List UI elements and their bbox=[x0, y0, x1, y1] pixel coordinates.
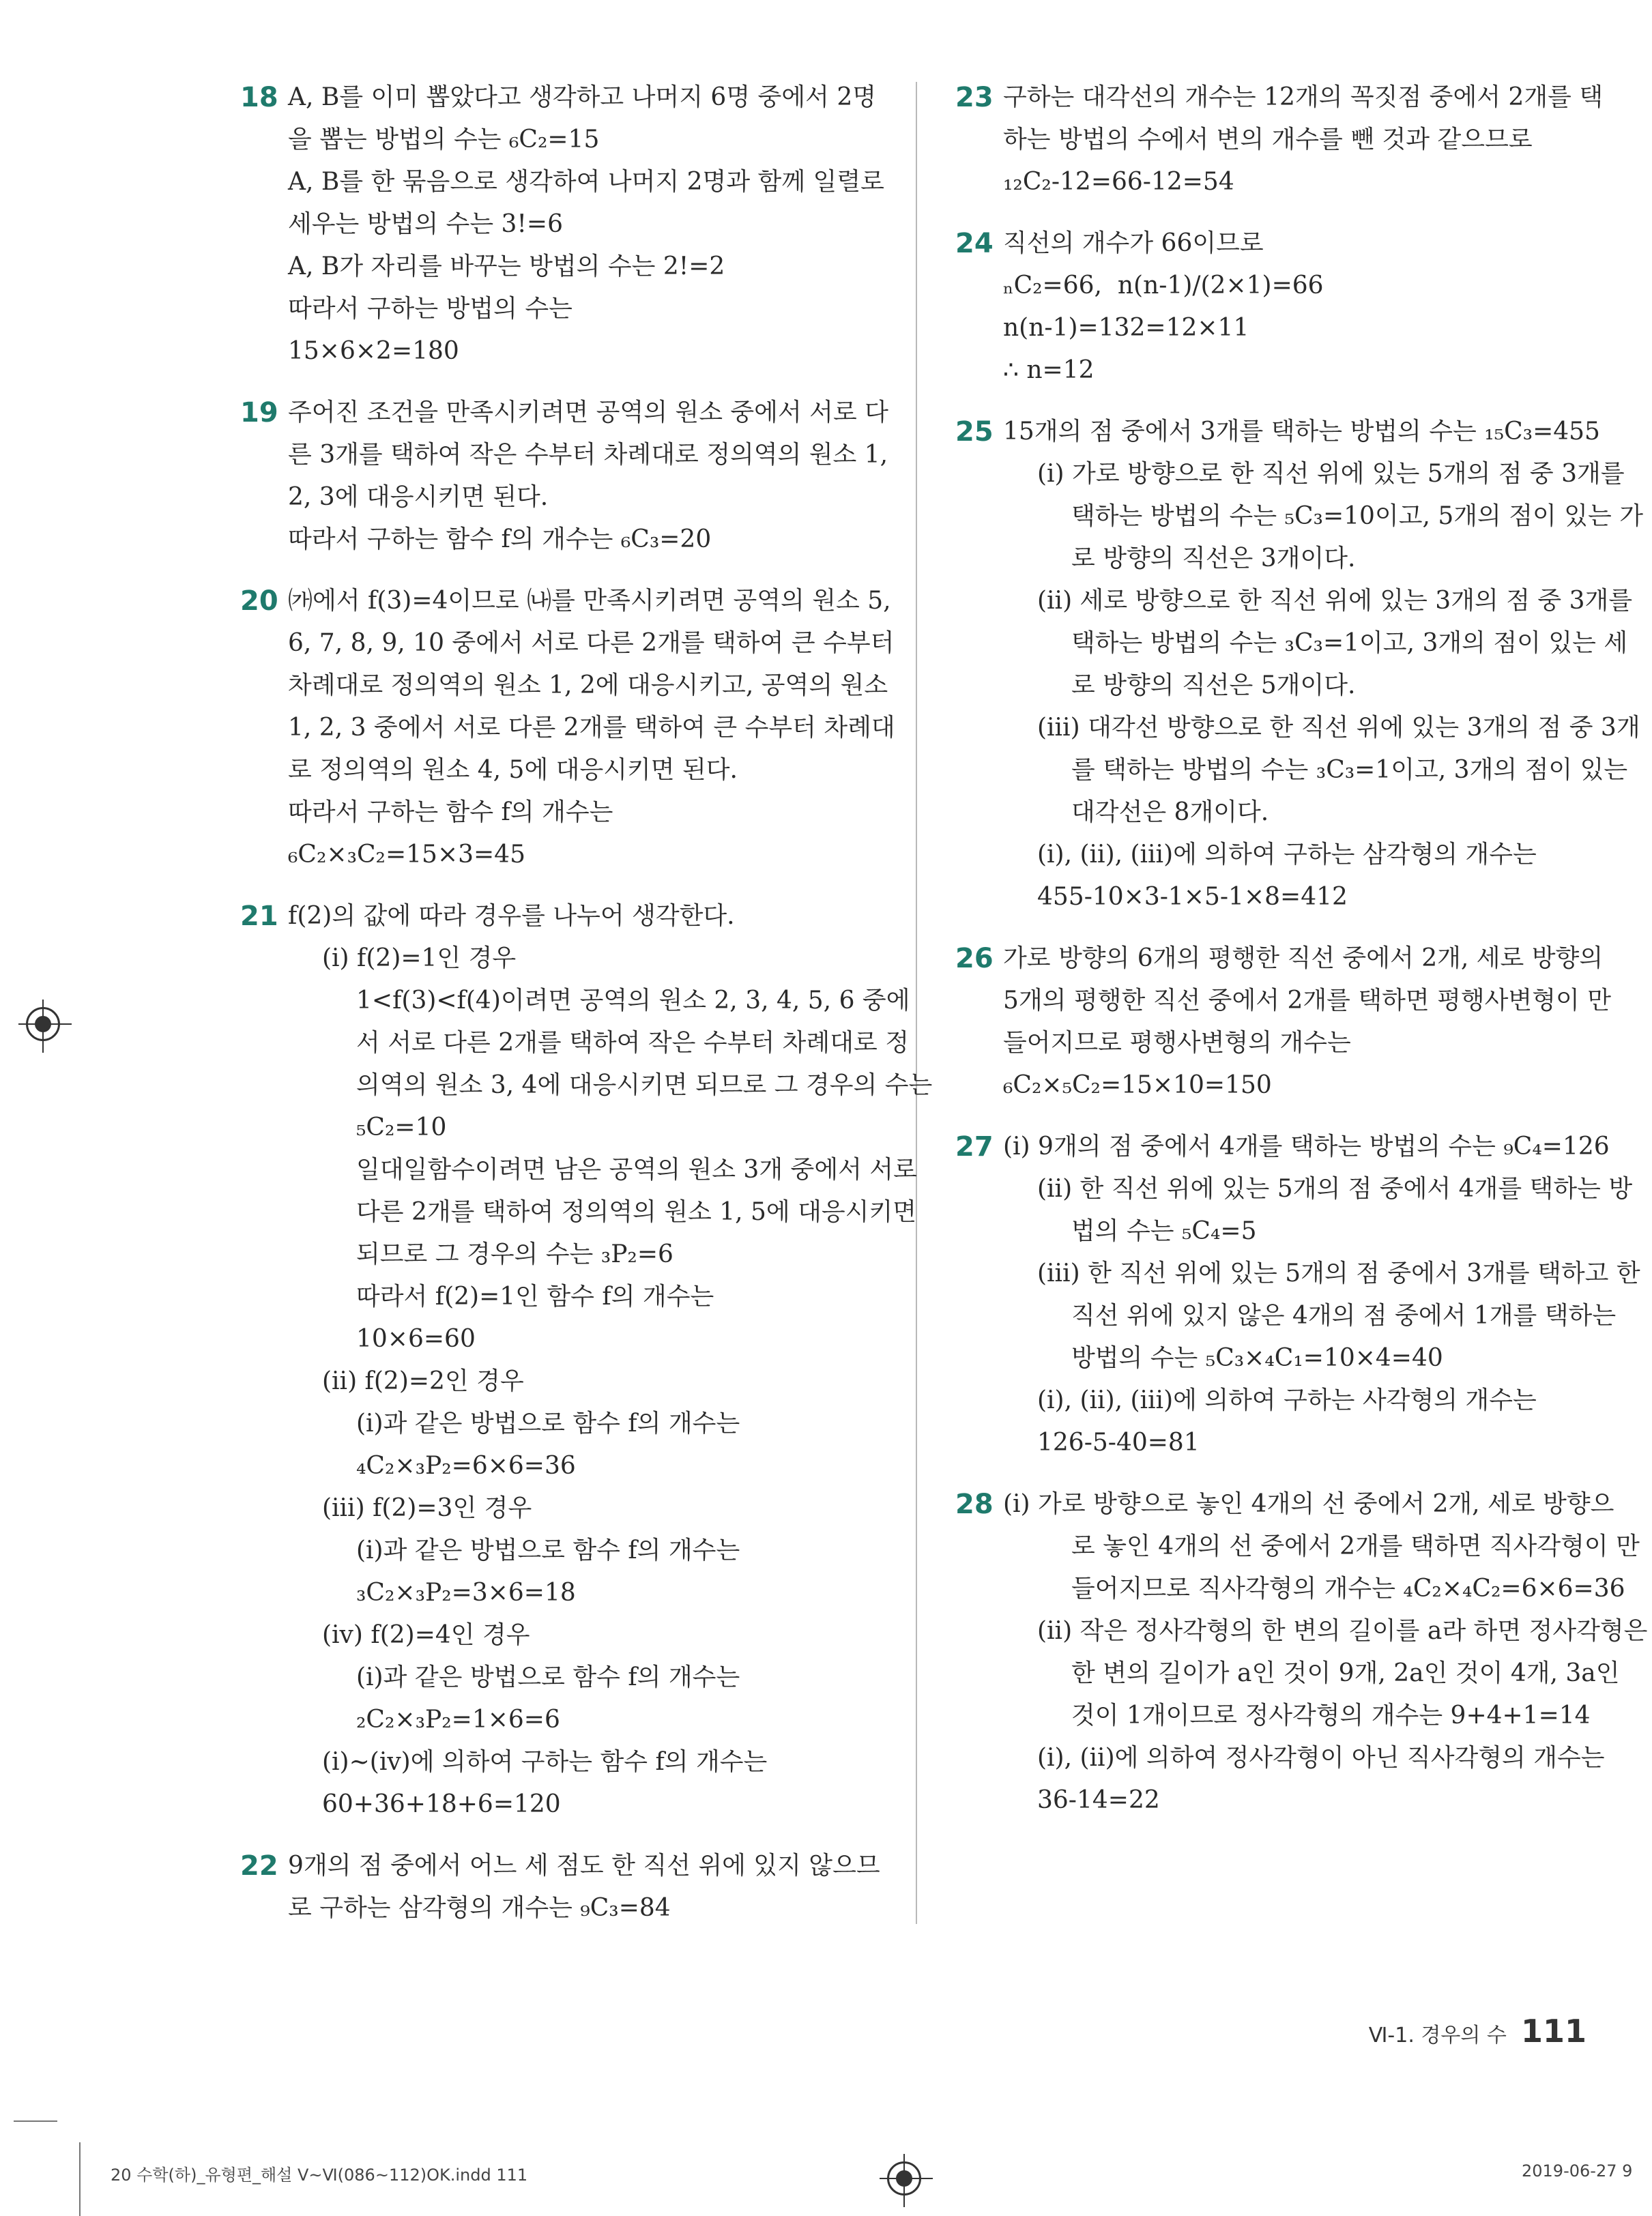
solution-line: 126-5-40=81 bbox=[1037, 1429, 1200, 1457]
solution-line: 주어진 조건을 만족시키려면 공역의 원소 중에서 서로 다 bbox=[288, 398, 888, 426]
solution-line: 를 택하는 방법의 수는 ₃C₃=1이고, 3개의 점이 있는 bbox=[1071, 756, 1628, 784]
solution-line: 455-10×3-1×5-1×8=412 bbox=[1037, 883, 1348, 911]
solution-line: 따라서 구하는 방법의 수는 bbox=[288, 295, 573, 323]
solution-line: 일대일함수이려면 남은 공역의 원소 3개 중에서 서로 bbox=[356, 1156, 917, 1184]
solution-line: 서 서로 다른 2개를 택하여 작은 수부터 차례대로 정 bbox=[356, 1029, 909, 1057]
solution-line: 직선의 개수가 66이므로 bbox=[1003, 229, 1264, 257]
solution-23 bbox=[955, 76, 1604, 203]
solution-line: 로 놓인 4개의 선 중에서 2개를 택하면 직사각형이 만 bbox=[1071, 1532, 1640, 1560]
solution-line: 구하는 대각선의 개수는 12개의 꼭짓점 중에서 2개를 택 bbox=[1003, 83, 1604, 111]
registration-mark-icon bbox=[26, 1007, 60, 1041]
solution-line: (ⅲ) 한 직선 위에 있는 5개의 점 중에서 3개를 택하고 한 bbox=[1037, 1259, 1640, 1287]
solution-line: (ⅰ), (ⅱ)에 의하여 정사각형이 아닌 직사각형의 개수는 bbox=[1037, 1744, 1605, 1772]
problem-number: 26 bbox=[955, 943, 994, 974]
solution-line: 5개의 평행한 직선 중에서 2개를 택하면 평행사변형이 만 bbox=[1003, 987, 1611, 1015]
page-footer bbox=[1369, 2013, 1586, 2050]
solution-line: 15개의 점 중에서 3개를 택하는 방법의 수는 ₁₅C₃=455 bbox=[1003, 418, 1600, 446]
solution-18 bbox=[240, 76, 884, 373]
solution-line: ₆C₂×₃C₂=15×3=45 bbox=[288, 841, 525, 869]
solution-line: 택하는 방법의 수는 ₃C₃=1이고, 3개의 점이 있는 세 bbox=[1071, 629, 1628, 657]
registration-mark-icon bbox=[887, 2161, 921, 2196]
solution-line: ∴ n=12 bbox=[1003, 356, 1095, 384]
solution-line: 2, 3에 대응시키면 된다. bbox=[288, 483, 549, 511]
solution-line: 하는 방법의 수에서 변의 개수를 뺀 것과 같으므로 bbox=[1003, 126, 1533, 154]
problem-number: 18 bbox=[240, 82, 278, 113]
solution-line: ₁₂C₂-12=66-12=54 bbox=[1003, 168, 1234, 196]
solution-line: 따라서 f(2)=1인 함수 f의 개수는 bbox=[356, 1283, 714, 1311]
solution-line: ₅C₂=10 bbox=[356, 1113, 447, 1141]
solution-line: 1<f(3)<f(4)이려면 공역의 원소 2, 3, 4, 5, 6 중에 bbox=[356, 987, 910, 1015]
solution-line: 대각선은 8개이다. bbox=[1071, 798, 1269, 826]
solution-line: ₂C₂×₃P₂=1×6=6 bbox=[356, 1706, 560, 1734]
crop-mark-vertical bbox=[79, 2142, 81, 2216]
solution-line: ㈎에서 f(3)=4이므로 ㈏를 만족시키려면 공역의 원소 5, bbox=[288, 587, 891, 615]
solution-line: 세우는 방법의 수는 3!=6 bbox=[288, 210, 563, 238]
solution-line: (ⅲ) f(2)=3인 경우 bbox=[322, 1494, 532, 1522]
solution-line: f(2)의 값에 따라 경우를 나누어 생각한다. bbox=[288, 902, 735, 930]
solution-line: 9개의 점 중에서 어느 세 점도 한 직선 위에 있지 않으므 bbox=[288, 1852, 880, 1880]
problem-number: 19 bbox=[240, 397, 278, 428]
solution-line: (ⅰ)과 같은 방법으로 함수 f의 개수는 bbox=[356, 1663, 740, 1691]
solution-line: (ⅰ) 가로 방향으로 한 직선 위에 있는 5개의 점 중 3개를 bbox=[1037, 460, 1625, 488]
right-column bbox=[955, 76, 1648, 1841]
solution-line: ₃C₂×₃P₂=3×6=18 bbox=[356, 1579, 576, 1607]
solution-line: (ⅰ) 가로 방향으로 놓인 4개의 선 중에서 2개, 세로 방향으 bbox=[1003, 1490, 1614, 1518]
solution-line: 36-14=22 bbox=[1037, 1786, 1160, 1814]
solution-26 bbox=[955, 937, 1611, 1107]
solution-line: 따라서 구하는 함수 f의 개수는 ₆C₃=20 bbox=[288, 525, 712, 553]
solution-line: ₆C₂×₅C₂=15×10=150 bbox=[1003, 1071, 1272, 1099]
solution-20 bbox=[240, 580, 895, 876]
solution-line: ₙC₂=66, n(n-1)/(2×1)=66 bbox=[1003, 272, 1324, 300]
problem-number: 25 bbox=[955, 416, 994, 448]
section-label: Ⅵ-1. 경우의 수 bbox=[1368, 2024, 1507, 2047]
solution-line: 로 정의역의 원소 4, 5에 대응시키면 된다. bbox=[288, 756, 738, 784]
solution-line: 의역의 원소 3, 4에 대응시키면 되므로 그 경우의 수는 bbox=[356, 1071, 933, 1099]
problem-number: 24 bbox=[955, 228, 994, 259]
solution-line: 로 구하는 삼각형의 개수는 ₉C₃=84 bbox=[288, 1894, 671, 1922]
solution-24 bbox=[955, 222, 1590, 392]
solution-line: 1, 2, 3 중에서 서로 다른 2개를 택하여 큰 수부터 차례대 bbox=[288, 714, 895, 742]
solution-line: (ⅰ)과 같은 방법으로 함수 f의 개수는 bbox=[356, 1536, 740, 1564]
solution-line: 을 뽑는 방법의 수는 ₆C₂=15 bbox=[288, 126, 600, 154]
solution-line: (ⅱ) 작은 정사각형의 한 변의 길이를 a라 하면 정사각형은 bbox=[1037, 1617, 1648, 1645]
solution-line: (ⅰ) f(2)=1인 경우 bbox=[322, 944, 517, 972]
solution-line: A, B를 이미 뽑았다고 생각하고 나머지 6명 중에서 2명 bbox=[288, 83, 876, 111]
problem-number: 21 bbox=[240, 901, 278, 932]
problem-number: 28 bbox=[955, 1489, 994, 1520]
solution-line: n(n-1)=132=12×11 bbox=[1003, 314, 1249, 342]
left-column bbox=[240, 76, 933, 1949]
solution-28 bbox=[955, 1483, 1648, 1822]
solution-line: A, B가 자리를 바꾸는 방법의 수는 2!=2 bbox=[288, 252, 725, 280]
solution-21 bbox=[240, 895, 933, 1826]
solution-line: 들어지므로 평행사변형의 개수는 bbox=[1003, 1029, 1351, 1057]
solution-line: 차례대로 정의역의 원소 1, 2에 대응시키고, 공역의 원소 bbox=[288, 671, 888, 699]
page-number: 111 bbox=[1520, 2013, 1586, 2050]
column-divider bbox=[916, 82, 917, 1924]
print-file-name: 20 수학(하)_유형편_해설 Ⅴ~Ⅵ(086~112)OK.indd 111 bbox=[111, 2166, 528, 2185]
solution-line: 다른 2개를 택하여 정의역의 원소 1, 5에 대응시키면 bbox=[356, 1198, 917, 1226]
solution-line: 른 3개를 택하여 작은 수부터 차례대로 정의역의 원소 1, bbox=[288, 441, 888, 469]
solution-line: (ⅰ)과 같은 방법으로 함수 f의 개수는 bbox=[356, 1410, 740, 1438]
solution-line: 따라서 구하는 함수 f의 개수는 bbox=[288, 798, 613, 826]
solution-line: (ⅱ) 한 직선 위에 있는 5개의 점 중에서 4개를 택하는 방 bbox=[1037, 1175, 1633, 1203]
solution-line: 직선 위에 있지 않은 4개의 점 중에서 1개를 택하는 bbox=[1071, 1302, 1617, 1330]
solution-line: 방법의 수는 ₅C₃×₄C₁=10×4=40 bbox=[1071, 1344, 1443, 1372]
solution-line: 로 방향의 직선은 3개이다. bbox=[1071, 544, 1356, 572]
print-date: 2019-06-27 9 bbox=[1522, 2161, 1633, 2181]
solution-line: (ⅰ) 9개의 점 중에서 4개를 택하는 방법의 수는 ₉C₄=126 bbox=[1003, 1133, 1610, 1161]
problem-number: 23 bbox=[955, 82, 994, 113]
solution-line: 들어지므로 직사각형의 개수는 ₄C₂×₄C₂=6×6=36 bbox=[1071, 1575, 1625, 1603]
solution-line: (ⅰ)~(ⅳ)에 의하여 구하는 함수 f의 개수는 bbox=[322, 1748, 768, 1776]
solution-line: (ⅱ) f(2)=2인 경우 bbox=[322, 1367, 524, 1395]
solution-line: 10×6=60 bbox=[356, 1325, 476, 1353]
solution-line: 되므로 그 경우의 수는 ₃P₂=6 bbox=[356, 1240, 673, 1268]
solution-line: 한 변의 길이가 a인 것이 9개, 2a인 것이 4개, 3a인 bbox=[1071, 1659, 1620, 1687]
solution-line: 택하는 방법의 수는 ₅C₃=10이고, 5개의 점이 있는 가 bbox=[1071, 502, 1644, 530]
solution-line: (ⅰ), (ⅱ), (ⅲ)에 의하여 구하는 삼각형의 개수는 bbox=[1037, 841, 1537, 869]
solution-line: 60+36+18+6=120 bbox=[322, 1790, 561, 1818]
solution-line: (ⅲ) 대각선 방향으로 한 직선 위에 있는 3개의 점 중 3개 bbox=[1037, 714, 1640, 742]
problem-number: 22 bbox=[240, 1850, 278, 1882]
problem-number: 27 bbox=[955, 1131, 994, 1163]
solution-line: 법의 수는 ₅C₄=5 bbox=[1071, 1217, 1257, 1245]
solution-line: 로 방향의 직선은 5개이다. bbox=[1071, 671, 1356, 699]
crop-mark-horizontal bbox=[14, 2120, 57, 2122]
solution-line: A, B를 한 묶음으로 생각하여 나머지 2명과 함께 일렬로 bbox=[288, 168, 884, 196]
solution-line: (ⅰ), (ⅱ), (ⅲ)에 의하여 구하는 사각형의 개수는 bbox=[1037, 1386, 1537, 1414]
solution-25 bbox=[955, 411, 1644, 918]
solution-line: (ⅱ) 세로 방향으로 한 직선 위에 있는 3개의 점 중 3개를 bbox=[1037, 587, 1633, 615]
solution-27 bbox=[955, 1126, 1640, 1464]
solution-line: 6, 7, 8, 9, 10 중에서 서로 다른 2개를 택하여 큰 수부터 bbox=[288, 629, 895, 657]
problem-number: 20 bbox=[240, 585, 278, 617]
solution-line: 15×6×2=180 bbox=[288, 337, 459, 365]
solution-line: 가로 방향의 6개의 평행한 직선 중에서 2개, 세로 방향의 bbox=[1003, 944, 1604, 972]
solution-22 bbox=[240, 1845, 880, 1929]
solution-line: (ⅳ) f(2)=4인 경우 bbox=[322, 1621, 530, 1649]
solution-line: ₄C₂×₃P₂=6×6=36 bbox=[356, 1452, 576, 1480]
solution-line: 것이 1개이므로 정사각형의 개수는 9+4+1=14 bbox=[1071, 1702, 1591, 1730]
solution-19 bbox=[240, 392, 888, 561]
